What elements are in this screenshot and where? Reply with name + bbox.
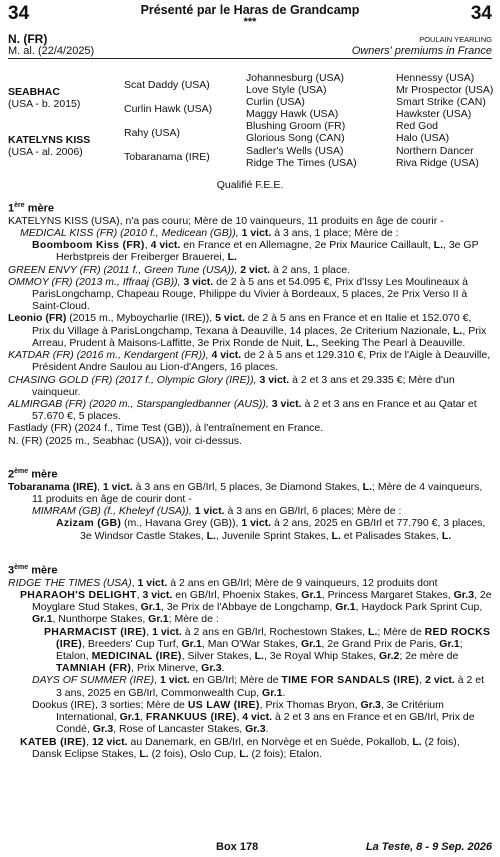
title-stars: *** bbox=[243, 16, 257, 28]
pedigree-gen3-item: Curlin (USA) bbox=[246, 96, 305, 109]
produce-entry: KATDAR (FR) (2016 m., Kendargent (FR)), 4 vict. de 2 à 5 ans et 129.310 €, Prix de l'Aigle à Deauville, Président Andre Saulou au Lion-d'Angers, 16 places. bbox=[8, 349, 491, 374]
pedigree-gen4-column bbox=[396, 72, 493, 169]
section-third-dam bbox=[8, 562, 492, 760]
pedigree-gen4-item: Smart Strike (CAN) bbox=[396, 96, 486, 109]
lot-number-left: 34 bbox=[8, 3, 30, 24]
footer-box-number: Box 178 bbox=[216, 841, 259, 853]
pedigree-gen2-item: Curlin Hawk (USA) bbox=[124, 103, 213, 115]
horse-name: N. (FR) bbox=[8, 32, 48, 46]
dam-entry: Tobaranama (IRE), 1 vict. à 3 ans en GB/Irl, 5 places, 3e Diamond Stakes, L.; Mère de 4 vainqueurs, 11 produits en âge de courir dont - bbox=[8, 480, 483, 506]
pedigree-gen4-item: Red God bbox=[396, 120, 439, 133]
produce-entry: OMMOY (FR) (2013 m., Iffraaj (GB)), 3 vict. de 2 à 5 ans et 54.095 €, Prix d'Issy Les Moulineaux à ParisLongchamp, Chapeau Rouge, Philippe du Vivier à Bordeaux, 5 places, 2e Prix Verso II à Saint-Cloud. bbox=[8, 275, 468, 313]
produce-entry: N. (FR) (2025 m., Seabhac (USA)), voir ci-dessus. bbox=[8, 434, 242, 447]
produce-entry: PHARAOH'S DELIGHT, 3 vict. en GB/Irl, Phoenix Stakes, Gr.1, Princess Margaret Stakes, Gr.3, 2e Moyglare Stud Stakes, Gr.1, 3e Prix de l'Abbaye de Longchamp, Gr.1, Haydock Park Sprint Cup, Gr.1, Nunthorpe Stakes, Gr.1; Mère de : bbox=[20, 589, 492, 626]
pedigree-gen3-item: Love Style (USA) bbox=[246, 84, 327, 97]
pedigree-gen3-item: Maggy Hawk (USA) bbox=[246, 108, 339, 121]
pedigree-gen4-item: Riva Ridge (USA) bbox=[396, 156, 479, 169]
horse-category: POULAIN YEARLING bbox=[419, 35, 492, 44]
produce-entry: DAYS OF SUMMER (IRE), 1 vict. en GB/Irl; Mère de TIME FOR SANDALS (IRE), 2 vict. à 2 et 3 ans, 2025 en GB/Irl, Commonwealth Cup, Gr.1. bbox=[32, 674, 485, 699]
produce-entry: CHASING GOLD (FR) (2017 f., Olympic Glory (IRE)), 3 vict. à 2 et 3 ans et 29.335 €; Mère d'un vainqueur. bbox=[8, 373, 455, 398]
pedigree-gen3-item: Blushing Groom (FR) bbox=[246, 120, 346, 133]
pedigree-gen4-item: Halo (USA) bbox=[396, 132, 450, 145]
produce-entry: MIMRAM (GB) (f., Kheleyf (USA)), 1 vict. à 3 ans en GB/Irl, 6 places; Mère de : bbox=[32, 505, 402, 518]
pedigree-gen4-item: Northern Dancer bbox=[396, 144, 474, 157]
header-divider bbox=[8, 58, 492, 59]
pedigree-gen4-item: Mr Prospector (USA) bbox=[396, 84, 494, 97]
pedigree-gen2-item: Scat Daddy (USA) bbox=[124, 79, 210, 91]
section-heading: 2ème mère bbox=[8, 468, 58, 481]
pedigree-gen4-item: Hennessy (USA) bbox=[396, 72, 475, 84]
produce-entry: KATEB (IRE), 12 vict. au Danemark, en GB/Irl, en Norvège et en Suède, Pokallob, L. (2 fois), Dansk Eclipse Stakes, L. (2 fois), Oslo Cup, L. (2 fois); Etalon. bbox=[20, 735, 460, 760]
produce-entry: Leonio (FR) (2015 m., Myboycharlie (IRE)), 5 vict. de 2 à 5 ans en France et en Italie et 152.070 €, Prix du Village à ParisLongchamp, Texana à Deauville, 14 places, 2e Criterium Nazionale, L., Prix Arreau, Prudent à Maisons-Laffitte, 3e Prix Ronde de Nuit, L., Seeking The Pearl à Deauville. bbox=[8, 312, 487, 349]
pedigree-gen2-item: Rahy (USA) bbox=[124, 127, 181, 139]
footer-sale-info: La Teste, 8 - 9 Sep. 2026 bbox=[365, 841, 492, 853]
pedigree-sire-details: (USA - b. 2015) bbox=[8, 98, 81, 110]
produce-entry: MEDICAL KISS (FR) (2010 f., Medicean (GB)), 1 vict. à 3 ans, 1 place; Mère de : bbox=[20, 227, 399, 240]
pedigree-gen3-item: Ridge The Times (USA) bbox=[246, 156, 357, 169]
produce-entry: Azizam (GB) (m., Havana Grey (GB)), 1 vict. à 2 ans, 2025 en GB/Irl et 77.790 €, 3 places, 3e Windsor Castle Stakes, L., Juvenile Sprint Stakes, L. et Palisades Stakes, L. bbox=[56, 517, 486, 542]
produce-entry: Boomboom Kiss (FR), 4 vict. en France et en Allemagne, 2e Prix Maurice Caillault, L., 3e GP Herbstpreis der Freiberger Brauerei, L. bbox=[32, 239, 479, 264]
pedigree-dam: KATELYNS KISS bbox=[8, 134, 91, 146]
pedigree-dam-details: (USA - al. 2006) bbox=[8, 146, 83, 158]
pedigree-gen3-column bbox=[246, 72, 357, 169]
pedigree-sire: SEABHAC bbox=[8, 86, 60, 98]
pedigree-gen3-item: Sadler's Wells (USA) bbox=[246, 144, 344, 157]
page-title: Présenté par le Haras de Grandcamp bbox=[140, 3, 360, 17]
dam-intro: KATELYNS KISS (USA), n'a pas couru; Mère de 10 vainqueurs, 11 produits en âge de courir - bbox=[8, 214, 444, 227]
produce-entry: Dookus (IRE), 3 sorties; Mère de US LAW (IRE), Prix Thomas Bryon, Gr.3, 3e Critérium International, Gr.1, FRANKUUS (IRE), 4 vict. à 2 et 3 ans en France et en GB/Irl, Prix de Condé, Gr.3, Rose of Lancaster Stakes, Gr.3. bbox=[32, 698, 475, 736]
qualification-note: Qualifié F.E.E. bbox=[216, 179, 284, 191]
section-first-dam bbox=[8, 200, 492, 447]
pedigree-gen3-item: Glorious Song (CAN) bbox=[246, 132, 345, 145]
horse-description: M. al. (22/4/2025) bbox=[8, 45, 95, 57]
pedigree-gen4-item: Hawkster (USA) bbox=[396, 108, 472, 121]
owners-premiums: Owners' premiums in France bbox=[351, 45, 492, 57]
produce-entry: ALMIRGAB (FR) (2020 m., Starspangledbanner (AUS)), 3 vict. à 2 et 3 ans en France et au Qatar et 57.670 €, 5 places. bbox=[8, 397, 477, 423]
produce-entry: GREEN ENVY (FR) (2011 f., Green Tune (USA)), 2 vict. à 2 ans, 1 place. bbox=[8, 263, 351, 276]
lot-number-right: 34 bbox=[470, 3, 492, 24]
dam-entry: RIDGE THE TIMES (USA), 1 vict. à 2 ans en GB/Irl; Mère de 9 vainqueurs, 12 produits dont bbox=[8, 576, 438, 589]
produce-entry: PHARMACIST (IRE), 1 vict. à 2 ans en GB/Irl, Rochestown Stakes, L.; Mère de RED ROCKS (IRE), Breeders' Cup Turf, Gr.1, Man O'War Stakes, Gr.1, 2e Grand Prix de Paris, Gr.1; Etalon, MEDICINAL (IRE), Silver Stakes, L., 3e Royal Whip Stakes, Gr.2; 2e mère de TAMNIAH (FR), Prix Minerve, Gr.3. bbox=[44, 625, 491, 675]
pedigree-gen2-item: Tobaranama (IRE) bbox=[124, 151, 210, 163]
produce-entry: Fastlady (FR) (2024 f., Time Test (GB)), à l'entraînement en France. bbox=[8, 422, 324, 435]
pedigree-gen3-item: Johannesburg (USA) bbox=[246, 72, 345, 84]
section-heading: 1ère mère bbox=[8, 202, 54, 215]
section-heading: 3ème mère bbox=[8, 564, 58, 577]
section-second-dam bbox=[8, 466, 492, 542]
